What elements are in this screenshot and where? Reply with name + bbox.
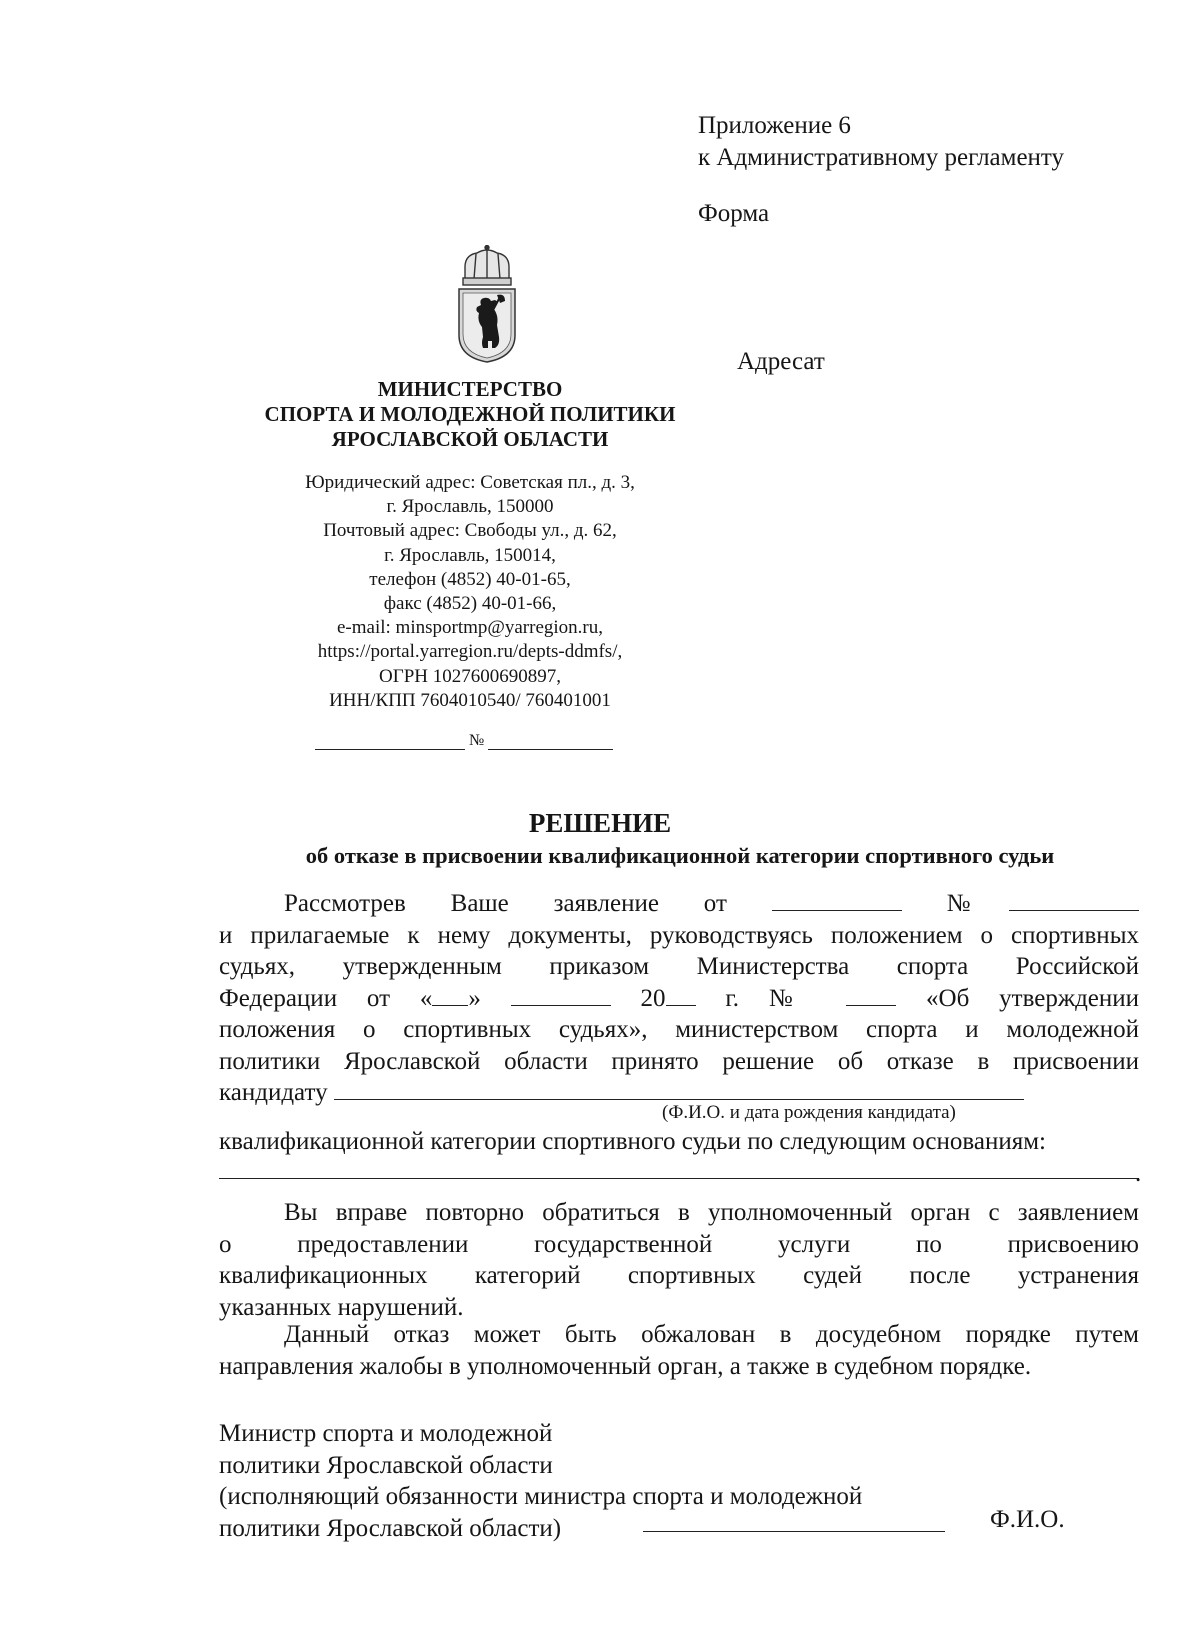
order-month-blank xyxy=(511,983,611,1006)
appendix-header xyxy=(698,110,1064,174)
ministry-address xyxy=(220,471,720,713)
paragraph-line: направления жалобы в уполномоченный орган, а также в судебном порядке. xyxy=(219,1352,1032,1380)
grounds-line: квалификационной категории спортивного судьи по следующим основаниям: xyxy=(219,1128,1046,1155)
order-year-blank xyxy=(666,983,696,1006)
yaroslavl-coat-of-arms-icon xyxy=(455,245,519,363)
reg-date-blank xyxy=(315,735,465,750)
order-day-blank xyxy=(432,983,468,1006)
ministry-name-line: ЯРОСЛАВСКОЙ ОБЛАСТИ xyxy=(331,427,609,451)
paragraph-line: квалификационных категорий спортивных судей после устранения xyxy=(219,1262,1139,1289)
address-ogrn: ОГРН 1027600690897, xyxy=(379,665,561,687)
application-number-blank xyxy=(1009,888,1139,911)
paragraph-line: положения о спортивных судьях», министерством спорта и молодежной xyxy=(219,1016,1139,1043)
grounds-end: . xyxy=(1135,1160,1142,1187)
appeal-paragraph xyxy=(219,1319,1139,1382)
reg-number-sign: № xyxy=(469,732,485,749)
paragraph-line: Вы вправе повторно обратиться в уполномоченный орган с заявлением xyxy=(284,1199,1139,1226)
text-fragment: «Об утверждении xyxy=(926,984,1140,1012)
order-number-blank xyxy=(846,983,896,1006)
ministry-name-line: СПОРТА И МОЛОДЕЖНОЙ ПОЛИТИКИ xyxy=(264,402,676,426)
paragraph-line: Данный отказ может быть обжалован в досудебном порядке путем xyxy=(284,1321,1139,1348)
document-title: РЕШЕНИЕ xyxy=(528,808,672,838)
candidate-name-blank xyxy=(334,1077,1024,1100)
reg-number-blank xyxy=(488,735,613,750)
appendix-number: Приложение 6 xyxy=(698,112,851,139)
application-date-blank xyxy=(772,888,902,911)
paragraph-line: указанных нарушений. xyxy=(219,1293,464,1321)
address-line: телефон (4852) 40-01-65, xyxy=(369,568,571,590)
paragraph-line: судьях, утвержденным приказом Министерства спорта Российской xyxy=(219,953,1139,980)
signature-blank xyxy=(643,1531,945,1532)
text-fragment: Федерации от « xyxy=(219,984,433,1012)
text-fragment: » xyxy=(468,984,481,1012)
signatory-block xyxy=(219,1418,862,1544)
text-fragment: 20 xyxy=(640,984,666,1012)
form-label: Форма xyxy=(698,200,770,227)
candidate-name-caption: (Ф.И.О. и дата рождения кандидата) xyxy=(662,1102,956,1123)
address-email: e-mail: minsportmp@yarregion.ru, xyxy=(336,617,604,639)
address-line: г. Ярославль, 150000 xyxy=(386,496,554,518)
signatory-line: (исполняющий обязанности министра спорта и молодежной xyxy=(219,1483,863,1510)
reapply-paragraph xyxy=(219,1197,1139,1323)
address-line: Почтовый адрес: Свободы ул., д. 62, xyxy=(323,520,617,542)
address-line: факс (4852) 40-01-66, xyxy=(383,593,557,615)
signatory-line: политики Ярославской области xyxy=(219,1451,553,1479)
grounds-blank xyxy=(219,1178,1139,1179)
registration-number-line xyxy=(315,732,635,750)
paragraph-line xyxy=(219,888,1139,920)
signatory-line: политики Ярославской области) xyxy=(219,1514,562,1542)
decision-paragraph xyxy=(219,888,1139,1109)
text-fragment: г. № xyxy=(725,984,817,1012)
address-website: https://portal.yarregion.ru/depts-ddmfs/, xyxy=(317,641,623,663)
text-fragment: Рассмотрев Ваше заявление от xyxy=(284,890,727,917)
paragraph-line: политики Ярославской области принято решение об отказе в присвоении xyxy=(219,1047,1139,1075)
signatory-line: Министр спорта и молодежной xyxy=(219,1420,553,1447)
ministry-name xyxy=(200,377,740,452)
document-subtitle: об отказе в присвоении квалификационной категории спортивного судьи xyxy=(305,843,1055,868)
appendix-reference: к Административному регламенту xyxy=(698,144,1065,171)
signatory-name: Ф.И.О. xyxy=(990,1506,1065,1533)
text-fragment: № xyxy=(946,890,1010,917)
address-line: Юридический адрес: Советская пл., д. 3, xyxy=(305,472,635,493)
address-inn-kpp: ИНН/КПП 7604010540/ 760401001 xyxy=(329,689,611,711)
address-line: г. Ярославль, 150014, xyxy=(384,544,556,566)
addressee-label: Адресат xyxy=(737,348,825,375)
paragraph-line: и прилагаемые к нему документы, руководствуясь положением о спортивных xyxy=(219,921,1139,949)
paragraph-line: о предоставлении государственной услуги по присвоению xyxy=(219,1230,1139,1258)
paragraph-line xyxy=(219,983,1139,1015)
ministry-name-line: МИНИСТЕРСТВО xyxy=(377,377,563,401)
text-fragment: кандидату xyxy=(219,1079,328,1106)
